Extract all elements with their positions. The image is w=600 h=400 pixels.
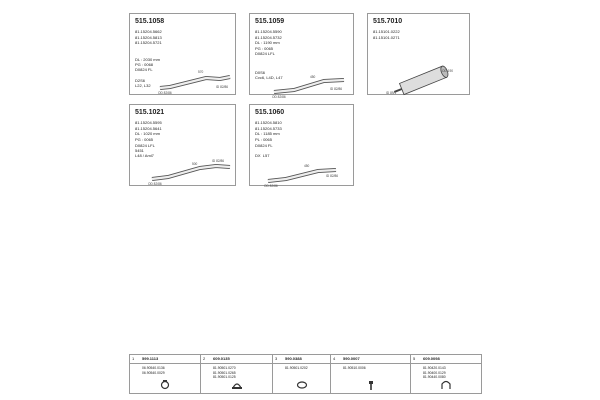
accessory-cell: 5 609.0098 81.90420.0143 81.90400.0129 81.90440.0080 xyxy=(411,355,481,393)
accessory-code: 590.0007 xyxy=(343,356,360,361)
dim-od: OD 82/86 xyxy=(158,91,172,94)
clamp-icon xyxy=(440,380,452,390)
exhaust-pipe-drawing xyxy=(158,64,234,94)
dim-id: ID 89/1 xyxy=(386,91,397,95)
dim-od: OD 82/86 xyxy=(148,182,162,185)
part-code: 515.1021 xyxy=(135,109,165,116)
dim-length: 450 xyxy=(304,164,310,168)
part-code: 515.1058 xyxy=(135,18,165,25)
dim-length: 450 xyxy=(310,75,316,79)
dim-length: 570 xyxy=(198,70,204,74)
part-card-515-1059 xyxy=(249,13,354,98)
dim-id: ID 82/86 xyxy=(330,87,343,91)
part-meta: D0824 FL DX L57 xyxy=(255,143,273,159)
dim-length: 500 xyxy=(192,162,198,166)
part-meta: DL : 2030 mm PG : 0068 D0824 FL D2S6 L22, L32 xyxy=(135,57,160,89)
dim-od: OD 190 xyxy=(442,69,453,73)
accessory-numbers: 06.90540.0136 06.90540.0029 xyxy=(142,366,165,375)
accessory-cell: 1 599.1113 06.90540.0136 06.90540.0029 xyxy=(130,355,201,393)
dim-od: OD 82/86 xyxy=(272,95,286,98)
dim-id: ID 82/86 xyxy=(326,174,339,178)
accessory-code: 609.0098 xyxy=(423,356,440,361)
exhaust-pipe-drawing xyxy=(270,72,350,98)
clamp-icon xyxy=(159,380,171,390)
part-meta: D0824 LFL 5451 L48 / Ami7 xyxy=(135,143,155,159)
part-code: 515.1059 xyxy=(255,18,285,25)
accessory-cell: 4 590.0007 81.90510.0006 xyxy=(331,355,411,393)
accessory-cell: 3 590.0388 81.90501.0202 xyxy=(273,355,331,393)
oem-numbers: 81.15204.5595 81.15204.5641 DL : 1020 mm PG : 0065 xyxy=(135,120,162,142)
oem-numbers: 81.15204.5662 81.15204.5813 81.15204.5721 xyxy=(135,29,162,46)
bolt-icon xyxy=(365,380,377,390)
exhaust-pipe-drawing xyxy=(148,157,234,185)
accessory-numbers: 81.90501.0202 xyxy=(285,366,308,370)
accessory-code: 590.0388 xyxy=(285,356,302,361)
oem-numbers: 81.15101.0222 81.15101.0271 xyxy=(373,29,400,40)
part-code: 515.1060 xyxy=(255,109,285,116)
part-card-515-1060 xyxy=(249,104,354,186)
part-code: 515.7010 xyxy=(373,18,403,25)
part-meta: D0S6 Cvc6, L4D, L47 xyxy=(255,70,283,81)
part-card-515-1058 xyxy=(129,13,236,95)
accessory-numbers: 81.90510.0006 xyxy=(343,366,366,370)
accessory-numbers: 81.90420.0143 81.90400.0129 81.90440.0080 xyxy=(423,366,446,380)
oem-numbers: 81.15204.5590 81.15204.5732 DL : 1190 mm PG : 0065 D0824 LFL xyxy=(255,29,282,57)
dim-id: ID 82/86 xyxy=(216,85,229,89)
dim-id: ID 82/86 xyxy=(212,159,225,163)
accessory-code: 609.0135 xyxy=(213,356,230,361)
accessory-code: 599.1113 xyxy=(142,356,159,361)
dim-od: OD 82/86 xyxy=(264,184,278,187)
accessory-strip xyxy=(129,354,482,394)
clamp-icon xyxy=(231,380,243,390)
accessory-cell: 2 609.0135 81.90501.0270 81.90501.0265 81.90501.0125 xyxy=(201,355,273,393)
oem-numbers: 81.15204.5810 81.15204.5733 DL : 1185 mm PL : 0065 xyxy=(255,120,282,142)
accessory-numbers: 81.90501.0270 81.90501.0265 81.90501.0125 xyxy=(213,366,236,380)
part-card-515-1021 xyxy=(129,104,236,186)
exhaust-pipe-drawing xyxy=(264,159,350,187)
part-card-515-7010 xyxy=(367,13,470,95)
muffler-drawing xyxy=(384,62,466,96)
gasket-icon xyxy=(296,380,308,390)
